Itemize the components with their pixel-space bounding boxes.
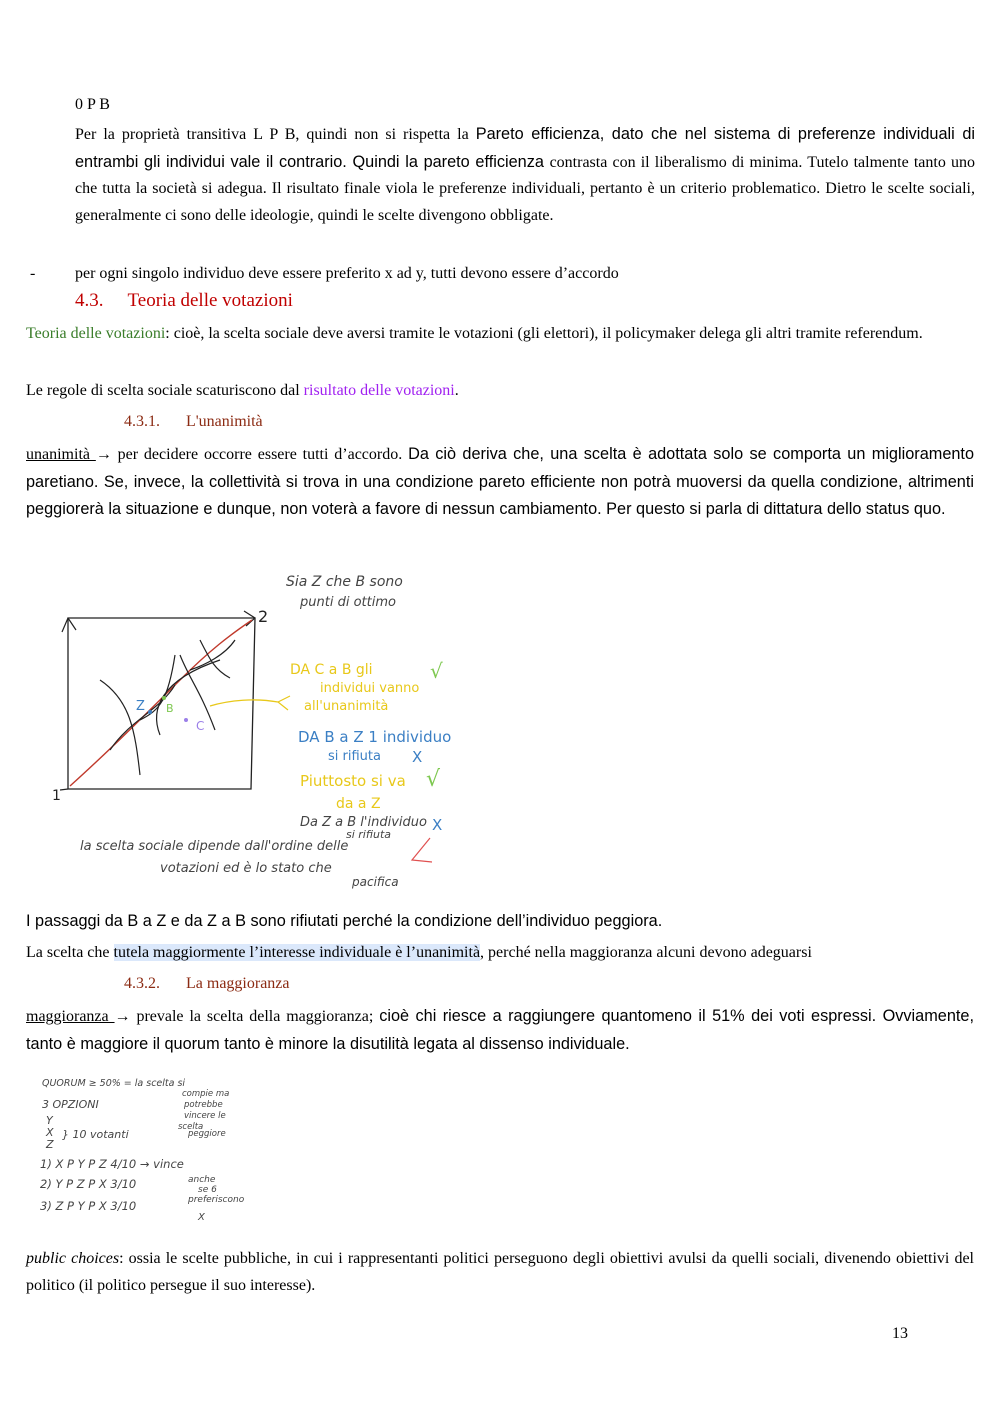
page-number: 13 (892, 1325, 908, 1342)
corner-1-label: 1 (52, 788, 61, 804)
quorum-note-b: compie ma (182, 1089, 230, 1099)
note-z-to-b-line2: si rifiuta (346, 828, 391, 841)
side-note-b: se 6 (198, 1185, 217, 1195)
check-mark-1: √ (430, 659, 443, 683)
paragraph-transitions: I passaggi da B a Z e da Z a B sono rifiutati perché la condizione dell’individuo peggiora. (26, 912, 663, 930)
note-social-choice-line2: votazioni ed è lo stato che (160, 861, 332, 876)
quorum-note: QUORUM ≥ 50% = la scelta si (42, 1078, 186, 1089)
cross-mark-2: X (432, 816, 443, 834)
side-note-c: preferiscono (188, 1195, 245, 1205)
note-z-to-b-line1: Da Z a B l'individuo (300, 815, 427, 830)
note-rather-line2: da a Z (336, 796, 381, 812)
note-rather-line1: Piuttosto si va (300, 772, 406, 790)
note-social-choice-line1: la scelta sociale dipende dall'ordine delle (80, 839, 349, 854)
side-note-a: anche (188, 1175, 216, 1185)
handwritten-majority-notes (38, 1072, 268, 1227)
three-options: 3 OPZIONI (42, 1098, 99, 1111)
heading-4-3-2: 4.3.2. La maggioranza (124, 975, 290, 992)
paragraph-public-choices: public choices: ossia le scelte pubbliche, in cui i rappresentanti politici perseguono degli obiettivi avulsi da quelli sociali, divenendo obiettivi del politico (il politico persegue il suo interesse). (26, 1250, 975, 1294)
note-c-to-b-line1: DA C a B gli (290, 662, 373, 678)
option-y: Y (46, 1114, 53, 1127)
ranking-row-2: 2) Y P Z P X 3/10 (40, 1177, 137, 1191)
paragraph-unanimity-protects: La scelta che tutela maggiormente l’interesse individuale è l’unanimità, perché nella maggioranza alcuni devono adeguarsi (26, 944, 812, 961)
side-note-d: X (198, 1212, 205, 1223)
quorum-note-d: vincere le (184, 1111, 226, 1121)
cross-mark-1: X (412, 748, 423, 766)
quorum-note-f: peggiore (188, 1129, 226, 1139)
option-x: X (46, 1126, 54, 1139)
heading-4-3: 4.3. Teoria delle votazioni (75, 290, 293, 311)
bullet-item: per ogni singolo individuo deve essere preferito x ad y, tutti devono essere d’accordo (75, 265, 619, 282)
ranking-row-1: 1) X P Y P Z 4/10 → vince (40, 1157, 184, 1171)
note-b-to-z-line1: DA B a Z 1 individuo (298, 728, 452, 746)
point-b-label: B (166, 702, 174, 715)
paragraph-majority: maggioranza → prevale la scelta della maggioranza; cioè chi riesce a raggiungere quantomeno il 51% dei voti espressi. Ovviamente, tanto è maggiore il quorum tanto è minore la disutilità legata al dissenso individuale. (26, 1007, 974, 1053)
note-c-to-b-line3: all'unanimità (304, 699, 389, 714)
note-c-to-b-line2: individui vanno (320, 681, 420, 696)
handwritten-edgeworth-diagram (40, 560, 520, 895)
paragraph-transitivity: Per la proprietà transitiva L P B, quindi non si rispetta la Pareto efficienza, dato che nel sistema di preferenze individuali di entrambi gli individui vale il contrario. Quindi la pareto efficienza contrasta con il liberalismo di minima. Tutelo talmente tanto uno che tutta la società si adegua. Il risultato finale viola le preferenze individuali, pertanto è un criterio problematico. Dietro le scelte sociali, generalmente ci sono delle ideologie, quindi le scelte divengono obbligate. (75, 125, 975, 224)
note-b-to-z-line2: si rifiuta (328, 749, 381, 764)
check-mark-2: √ (426, 767, 441, 792)
formula-line: 0 P B (75, 96, 110, 113)
note-optimum-line1: Sia Z che B sono (286, 574, 403, 590)
ranking-row-3: 3) Z P Y P X 3/10 (40, 1199, 137, 1213)
ten-voters: } 10 votanti (62, 1128, 129, 1141)
point-c-label: C (196, 719, 205, 733)
paragraph-unanimity: unanimità → per decidere occorre essere tutti d’accordo. Da ciò deriva che, una scelta è adottata solo se comporta un miglioramento paretiano. Se, invece, la collettività si trova in una condizione pareto efficiente non potrà muoversi da quella condizione, altrimenti peggiorerà la situazione e dunque, non voterà a favore di nessun cambiamento. Per questo si parla di dittatura dello status quo. (26, 445, 975, 518)
paragraph-theory: Teoria delle votazioni: cioè, la scelta sociale deve aversi tramite le votazioni (gli elettori), il policymaker delega gli altri tramite referendum. (26, 325, 923, 342)
note-optimum-line2: punti di ottimo (300, 595, 396, 610)
corner-2-label: 2 (258, 607, 269, 626)
option-z: Z (46, 1138, 54, 1151)
note-social-choice-line3: pacifica (352, 875, 399, 889)
quorum-note-c: potrebbe (184, 1100, 223, 1110)
heading-4-3-1: 4.3.1. L'unanimità (124, 413, 263, 430)
point-z-label: Z (136, 699, 145, 714)
bullet-marker: - (30, 265, 36, 282)
quorum-note-e: scelta (178, 1122, 204, 1132)
paragraph-rules: Le regole di scelta sociale scaturiscono dal risultato delle votazioni. (26, 382, 459, 399)
